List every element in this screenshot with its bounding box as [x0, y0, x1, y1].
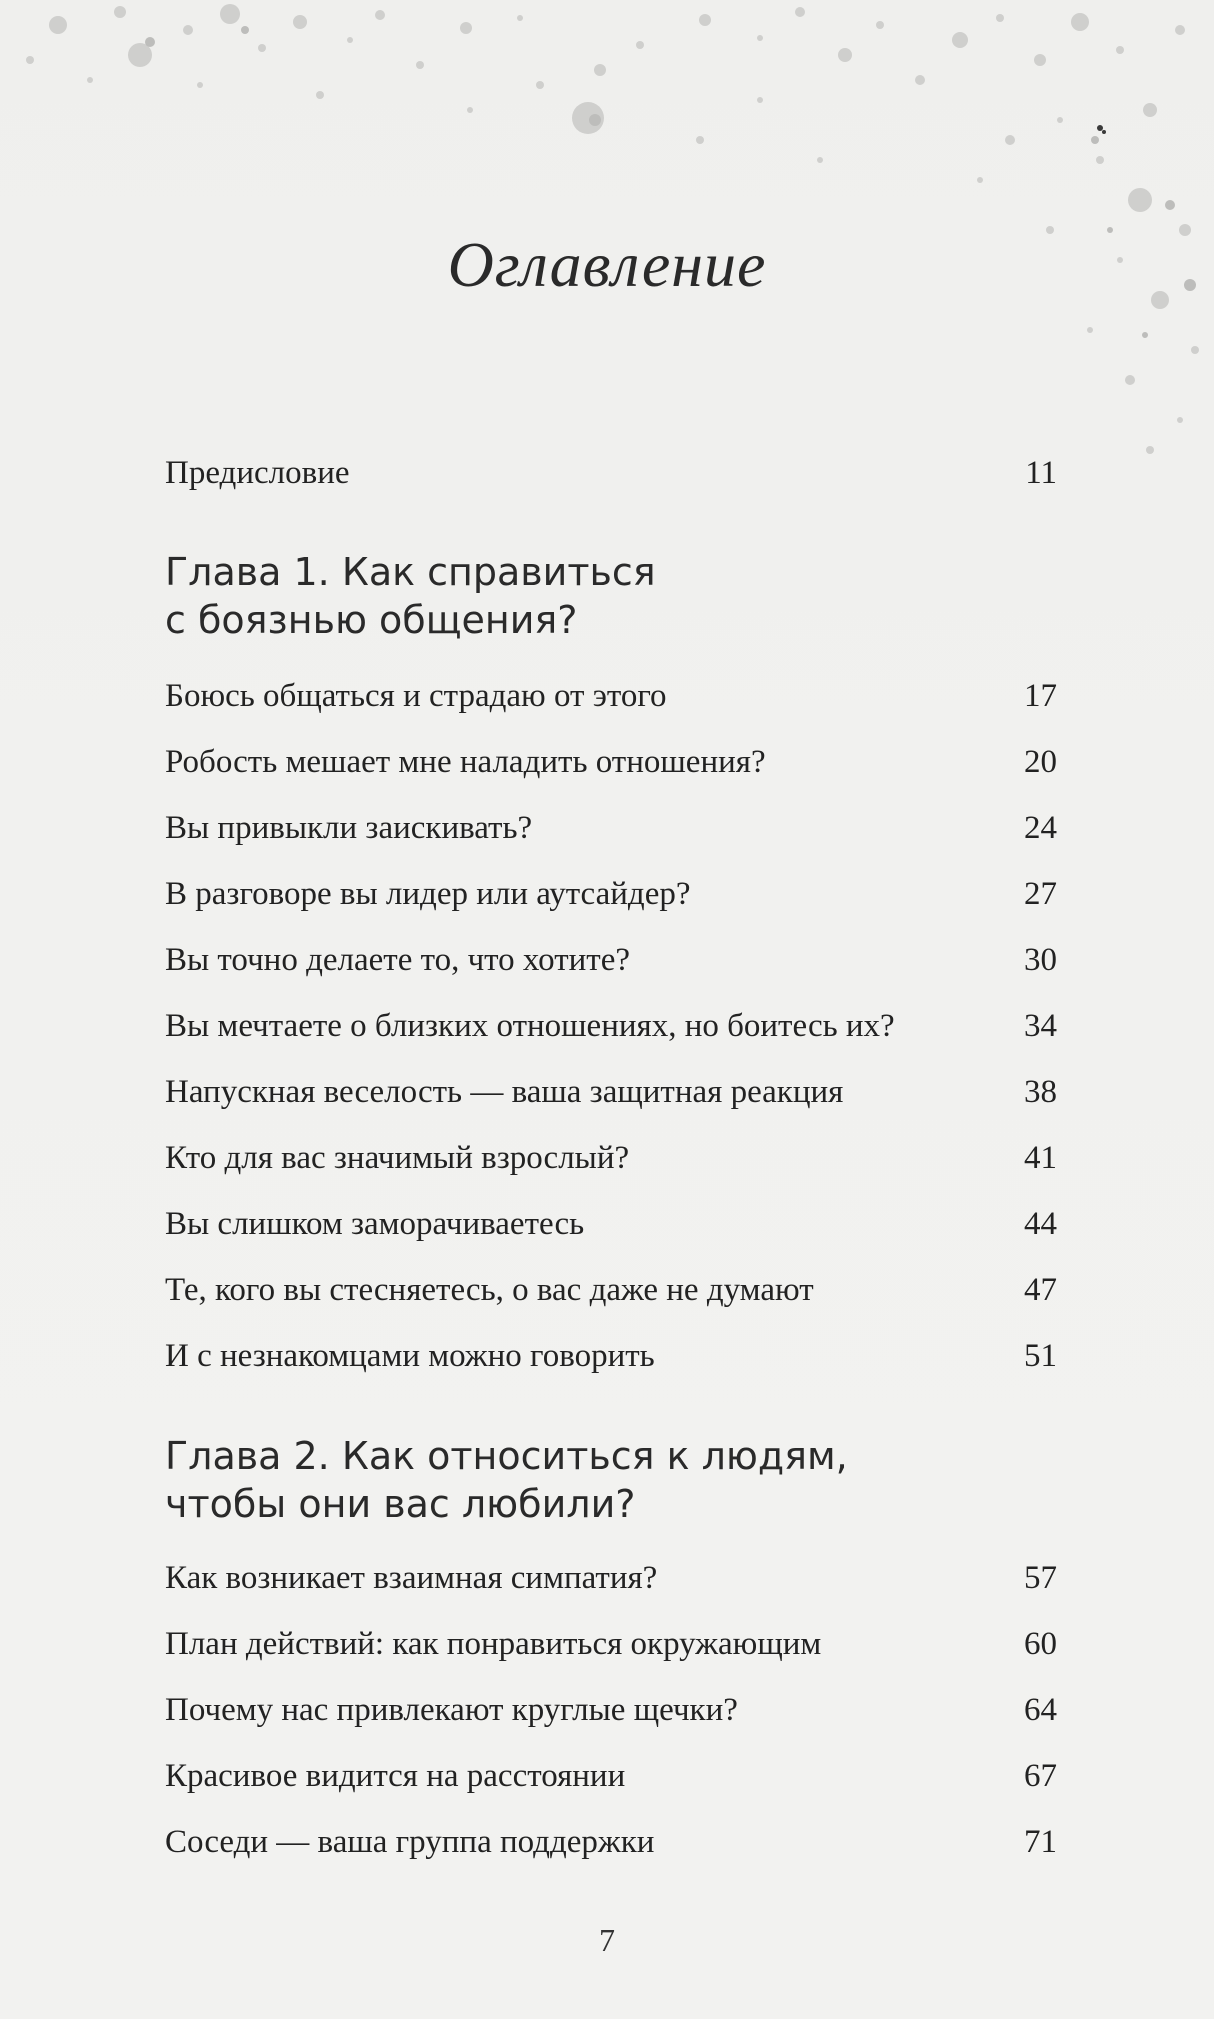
toc-entry-label: Боюсь общаться и страдаю от этого [165, 678, 667, 714]
toc-entry-label: Вы слишком заморачиваетесь [165, 1206, 585, 1242]
toc-entry [165, 1560, 1057, 1608]
toc-entry [165, 1758, 1057, 1806]
toc-entry [165, 1140, 1057, 1188]
toc-entry-page: 41 [1024, 1140, 1057, 1176]
chapter-1-heading [165, 548, 1065, 644]
toc-entry-page: 47 [1024, 1272, 1057, 1308]
toc-entry-page: 44 [1024, 1206, 1057, 1242]
page-number: 7 [599, 1922, 615, 1958]
toc-entry [165, 942, 1057, 990]
toc-entry [165, 1074, 1057, 1122]
toc-entry-page: 57 [1024, 1560, 1057, 1596]
toc-entry-label: Красивое видится на расстоянии [165, 1758, 626, 1794]
toc-entry-label: Вы привыкли заискивать? [165, 810, 533, 846]
toc-entry [165, 1272, 1057, 1320]
toc-entry-page: 51 [1024, 1338, 1057, 1374]
toc-entry [165, 876, 1057, 924]
toc-entry-label: Вы точно делаете то, что хотите? [165, 942, 631, 978]
toc-entry-label: Кто для вас значимый взрослый? [165, 1140, 630, 1176]
toc-title: Оглавление [447, 229, 767, 300]
toc-entry-label: Напускная веселость — ваша защитная реакция [165, 1074, 844, 1110]
toc-entry [165, 1824, 1057, 1872]
toc-entry [165, 810, 1057, 858]
toc-entry-label: Как возникает взаимная симпатия? [165, 1560, 658, 1596]
toc-entry [165, 1692, 1057, 1740]
toc-entry-page: 17 [1024, 678, 1057, 714]
toc-entry-label: Те, кого вы стесняетесь, о вас даже не думают [165, 1272, 814, 1308]
toc-entry-page: 38 [1024, 1074, 1057, 1110]
toc-entry-page: 11 [1025, 455, 1057, 491]
chapter-title-line: Глава 2. Как относиться к людям, [165, 1434, 848, 1478]
toc-entry-label: План действий: как понравиться окружающим [165, 1626, 822, 1662]
toc-entry-page: 27 [1024, 876, 1057, 912]
toc-entry-label: Робость мешает мне наладить отношения? [165, 744, 766, 780]
toc-entry-label: Предисловие [165, 455, 350, 491]
toc-entry-label: Вы мечтаете о близких отношениях, но боитесь их? [165, 1008, 895, 1044]
toc-entry [165, 1338, 1057, 1386]
toc-entry-label: И с незнакомцами можно говорить [165, 1338, 655, 1374]
toc-entry-page: 20 [1024, 744, 1057, 780]
toc-entry [165, 1626, 1057, 1674]
toc-entry-label: В разговоре вы лидер или аутсайдер? [165, 876, 691, 912]
chapter-2-heading [165, 1432, 1065, 1528]
chapter-title-line: чтобы они вас любили? [165, 1482, 636, 1526]
toc-entry-page: 67 [1024, 1758, 1057, 1794]
toc-entry-page: 34 [1024, 1008, 1057, 1044]
toc-entry-page: 60 [1024, 1626, 1057, 1662]
toc-entry [165, 678, 1057, 726]
toc-entry-page: 71 [1024, 1824, 1057, 1860]
chapter-title-line: с боязнью общения? [165, 598, 578, 642]
toc-entry-label: Почему нас привлекают круглые щечки? [165, 1692, 738, 1728]
toc-entry-page: 24 [1024, 810, 1057, 846]
toc-entry [165, 1008, 1057, 1056]
toc-entry-label: Соседи — ваша группа поддержки [165, 1824, 655, 1860]
toc-entry-page: 30 [1024, 942, 1057, 978]
chapter-title-line: Глава 1. Как справиться [165, 550, 656, 594]
toc-entry-page: 64 [1024, 1692, 1057, 1728]
toc-entry-preface [165, 455, 1057, 503]
toc-entry [165, 744, 1057, 792]
toc-entry [165, 1206, 1057, 1254]
